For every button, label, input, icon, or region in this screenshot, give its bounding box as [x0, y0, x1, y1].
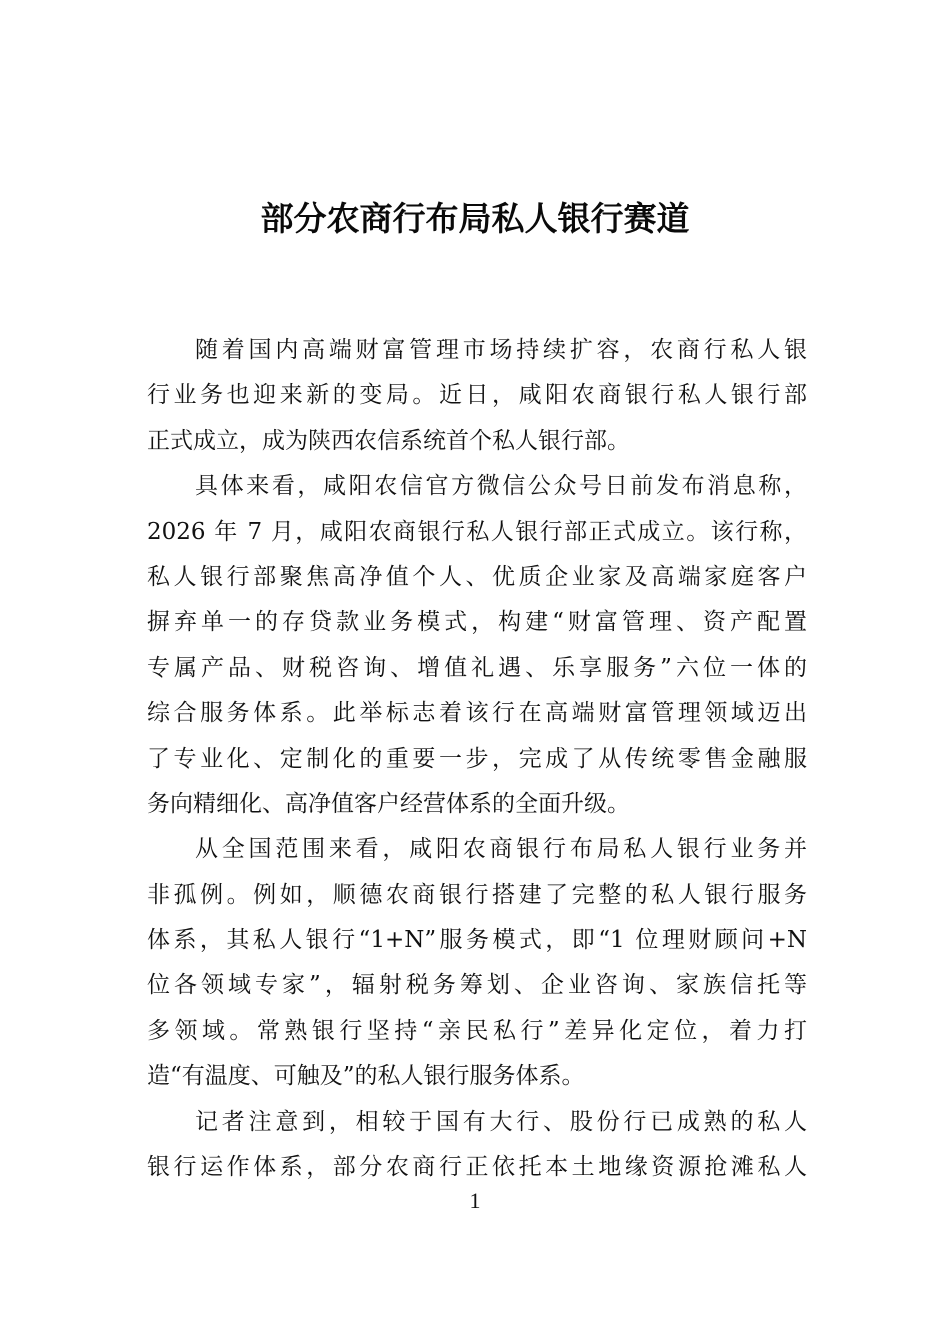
text-line: 综合服务体系。此举标志着该行在高端财富管理领域迈出 — [147, 700, 807, 727]
text-line: 多领域。常熟银行坚持“亲民私行”差异化定位，着力打 — [147, 1017, 807, 1044]
text-line: 务向精细化、高净值客户经营体系的全面升级。 — [147, 790, 630, 817]
text-line: 2026 年 7 月，咸阳农商银行私人银行部正式成立。该行称， — [147, 518, 807, 545]
page-number: 1 — [469, 1188, 481, 1213]
text-line: 正式成立，成为陕西农信系统首个私人银行部。 — [147, 427, 630, 454]
text-line: 位各领域专家”，辐射税务筹划、企业咨询、家族信托等 — [147, 972, 807, 999]
text-line: 随着国内高端财富管理市场持续扩容，农商行私人银 — [195, 337, 807, 363]
text-line: 专属产品、财税咨询、增值礼遇、乐享服务”六位一体的 — [147, 654, 807, 681]
text-line: 非孤例。例如，顺德农商银行搭建了完整的私人银行服务 — [147, 881, 807, 908]
document-body — [147, 328, 807, 1190]
text-line: 了专业化、定制化的重要一步，完成了从传统零售金融服 — [147, 745, 807, 772]
text-line: 摒弃单一的存贷款业务模式，构建“财富管理、资产配置 — [147, 609, 807, 636]
text-line: 具体来看，咸阳农信官方微信公众号日前发布消息称， — [195, 473, 807, 500]
text-line: 私人银行部聚焦高净值个人、优质企业家及高端家庭客户 — [147, 563, 807, 590]
text-line: 造“有温度、可触及”的私人银行服务体系。 — [147, 1063, 585, 1090]
document-title: 部分农商行布局私人银行赛道 — [260, 199, 690, 238]
text-line: 银行运作体系，部分农商行正依托本土地缘资源抢滩私人 — [147, 1154, 807, 1181]
text-line: 体系，其私人银行“1+N”服务模式，即“1 位理财顾问+N — [147, 927, 807, 954]
text-line: 从全国范围来看，咸阳农商银行布局私人银行业务并 — [195, 836, 807, 863]
text-line: 行业务也迎来新的变局。近日，咸阳农商银行私人银行部 — [147, 382, 807, 409]
text-line: 记者注意到，相较于国有大行、股份行已成熟的私人 — [195, 1108, 807, 1135]
